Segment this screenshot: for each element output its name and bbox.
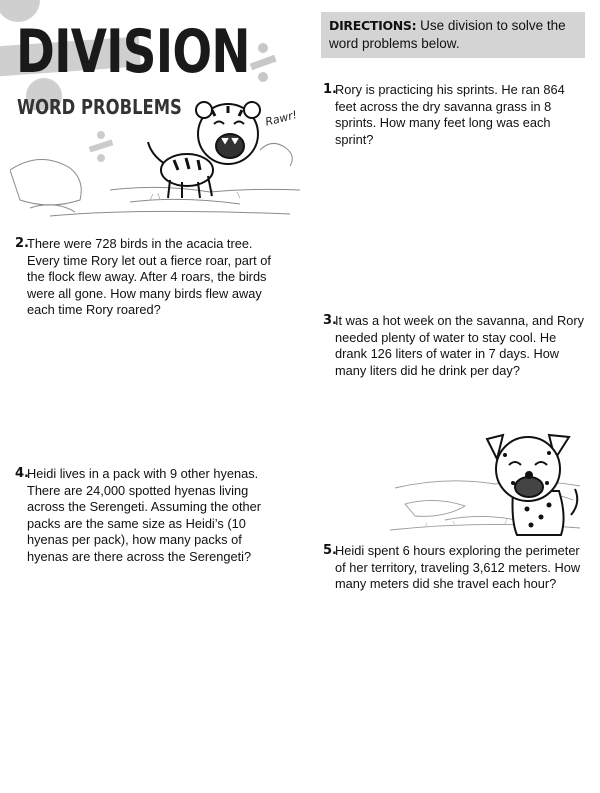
problem-number: 5. xyxy=(323,543,337,558)
problem-number: 2. xyxy=(15,236,29,251)
directions-label: DIRECTIONS: xyxy=(329,18,417,33)
page-subtitle: WORD PROBLEMS xyxy=(17,95,182,119)
problem-3 xyxy=(323,313,585,379)
directions-text: Use division to solve the word problems below. xyxy=(329,18,566,51)
problem-number: 1. xyxy=(323,82,337,97)
problem-number: 3. xyxy=(323,313,337,328)
problem-1 xyxy=(323,82,585,148)
problem-text: Rory is practicing his sprints. He ran 864 feet across the dry savanna grass in 8 sprints. How many feet long was each sprint? xyxy=(335,82,565,147)
directions-box xyxy=(321,12,585,58)
problem-text: Heidi lives in a pack with 9 other hyenas. There are 24,000 spotted hyenas living across the Serengeti. Assuming the other packs are the same size as Heidi’s (10 hyenas per pack), how many packs of hyenas are there across the Serengeti? xyxy=(27,466,262,564)
problem-text: It was a hot week on the savanna, and Rory needed plenty of water to stay cool. He drank 126 liters of water in 7 days. How many liters did he drink per day? xyxy=(335,313,584,378)
problem-number: 4. xyxy=(15,466,29,481)
problem-5 xyxy=(323,543,585,593)
problem-text: Heidi spent 6 hours exploring the perimeter of her territory, traveling 3,612 meters. How many meters did she travel each hour? xyxy=(335,543,581,591)
problem-4 xyxy=(15,466,277,565)
problem-2 xyxy=(15,236,275,319)
page-title: DIVISION xyxy=(16,17,250,87)
division-sign-icon-small xyxy=(248,42,278,86)
hyena-illustration xyxy=(483,425,583,540)
speech-text: Rawr! xyxy=(263,108,299,129)
problem-text: There were 728 birds in the acacia tree. Every time Rory let out a fierce roar, part of the flock flew away. After 4 roars, the birds were all gone. How many birds flew away each time Rory roared? xyxy=(27,236,271,317)
